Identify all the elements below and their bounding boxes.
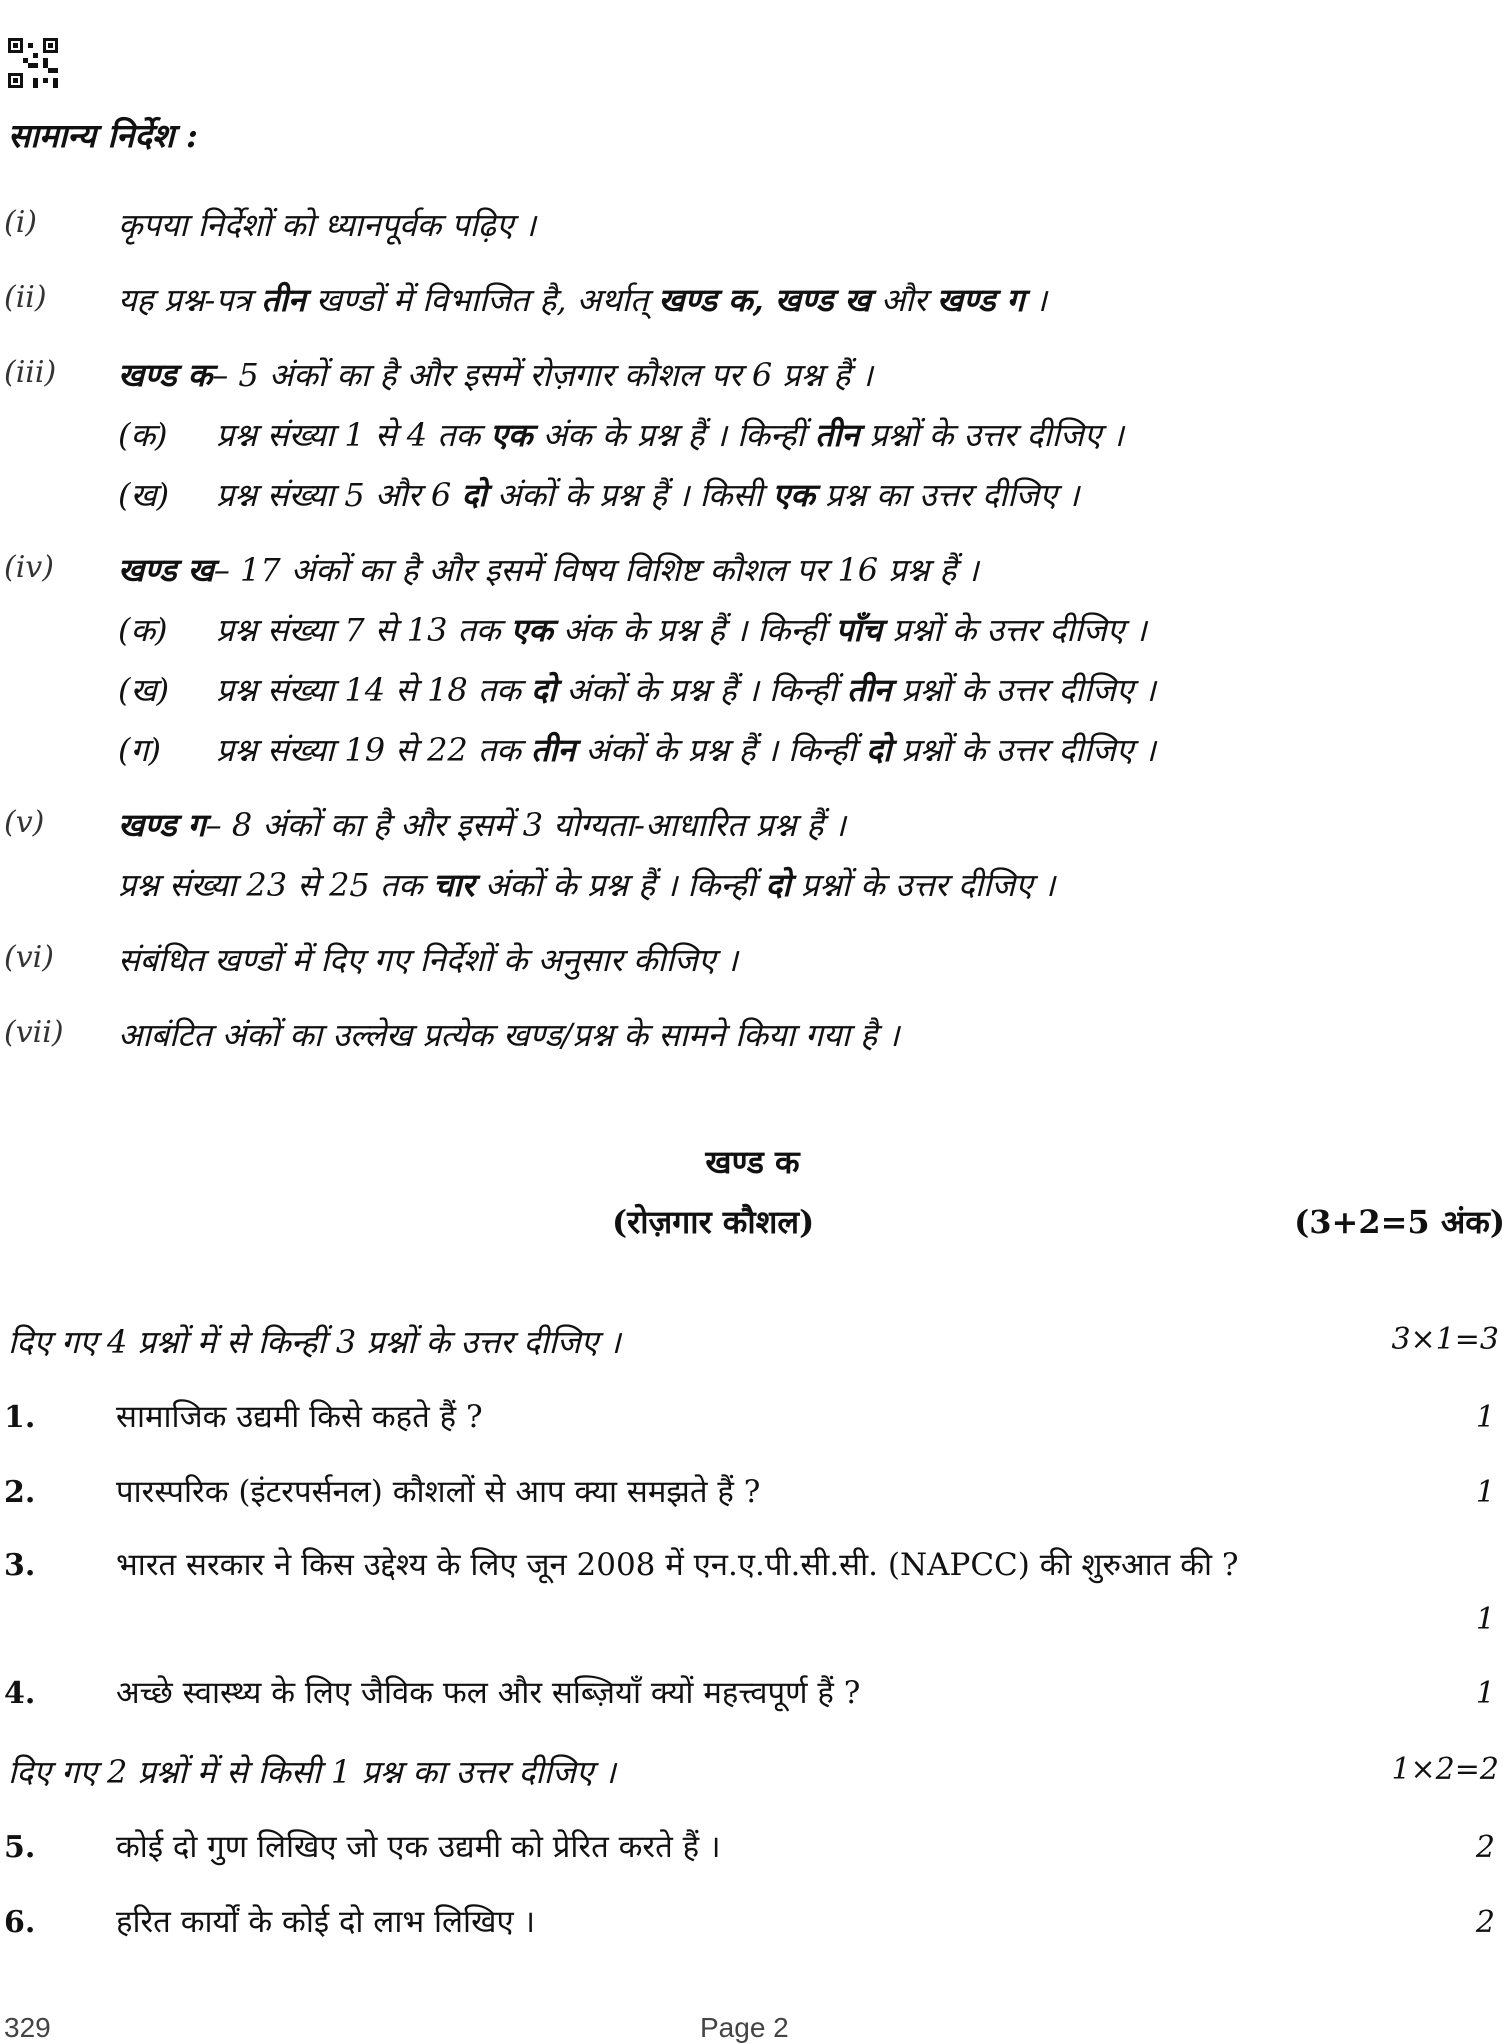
general-instructions-title: सामान्य निर्देश : [8,116,198,155]
text-part-bold: पाँच [835,611,883,649]
text-part: । [1024,281,1047,319]
instruction-text [118,548,979,591]
section-lead: खण्ड ग [118,806,206,844]
section-subtitle: (रोज़गार कौशल) [612,1203,815,1241]
instruction-text: संबंधित खण्डों में दिए गए निर्देशों के अनुसार कीजिए । [118,941,738,979]
question-number: 5. [4,1830,36,1865]
text-part: अंक के प्रश्न हैं । किन्हीं [552,611,836,649]
text-part: प्रश्न संख्या 19 से 22 तक [216,731,531,769]
sub-instruction [118,413,1124,456]
text-part: अंकों के प्रश्न हैं । किन्हीं [474,866,766,904]
instruction-number: (v) [4,805,45,840]
text-part: प्रश्नों के उत्तर दीजिए । [790,866,1056,904]
instruction-text-line2 [118,863,1055,906]
instruction-number: (iv) [4,550,54,585]
question-number: 6. [4,1905,36,1940]
section-lead: खण्ड क [118,356,213,394]
question-number: 4. [4,1676,36,1711]
text-part: प्रश्न संख्या 14 से 18 तक [216,671,531,709]
text-part-bold: खण्ड क, खण्ड ख [658,281,871,319]
instruction-text: कृपया निर्देशों को ध्यानपूर्वक पढ़िए । [118,206,536,244]
text-part: प्रश्न संख्या 1 से 4 तक [216,416,491,454]
group-instruction: दिए गए 4 प्रश्नों में से किन्हीं 3 प्रश्नों के उत्तर दीजिए । [8,1323,621,1361]
text-part-bold: तीन [814,416,860,454]
text-part: प्रश्नों के उत्तर दीजिए । [891,731,1156,769]
question-text: अच्छे स्वास्थ्य के लिए जैविक फल और सब्ज़ियाँ क्यों महत्त्वपूर्ण हैं ? [116,1675,861,1711]
text-part-bold: चार [432,866,475,904]
text-part: प्रश्नों के उत्तर दीजिए । [859,416,1124,454]
instruction-text [118,803,846,846]
question-marks: 1 [1475,1475,1495,1510]
question-number: 3. [4,1548,36,1583]
question-text: कोई दो गुण लिखिए जो एक उद्यमी को प्रेरित करते हैं । [116,1829,721,1865]
qr-code [8,38,58,88]
text-part: प्रश्न का उत्तर दीजिए । [814,476,1080,514]
instruction-number: (vii) [4,1015,64,1050]
text-part: और [870,281,937,319]
sub-label: (ग) [118,731,161,769]
text-part: अंक के प्रश्न हैं । किन्हीं [532,416,815,454]
paper-code: 329 [4,2012,51,2043]
question-number: 1. [4,1400,36,1435]
text-part: प्रश्नों के उत्तर दीजिए । [882,611,1147,649]
instruction-number: (vi) [4,940,54,975]
question-marks: 2 [1475,1905,1495,1940]
group-marks: 3×1=3 [1391,1322,1499,1357]
question-text: सामाजिक उद्यमी किसे कहते हैं ? [116,1399,483,1435]
text-part: अंकों के प्रश्न हैं । किसी [486,476,773,514]
question-marks: 1 [1475,1676,1495,1711]
group-instruction: दिए गए 2 प्रश्नों में से किसी 1 प्रश्न का उत्तर दीजिए । [8,1753,616,1791]
section-title: खण्ड क [705,1143,800,1181]
group-marks: 1×2=2 [1391,1752,1499,1787]
instruction-text [118,353,873,396]
question-marks: 2 [1475,1830,1495,1865]
text-part: अंकों के प्रश्न हैं । किन्हीं [575,731,867,769]
text-part: प्रश्न संख्या 5 और 6 [216,476,462,514]
text-part-bold: दो [866,731,892,769]
text-part-bold: खण्ड ग [936,281,1025,319]
text-part-bold: दो [530,671,557,709]
instruction-number: (iii) [4,355,57,390]
sub-label: (ख) [118,476,170,514]
section-marks: (3+2=5 अंक) [1294,1203,1505,1241]
sub-instruction [118,608,1147,651]
text-part-bold: तीन [847,671,892,709]
text-part: – 5 अंकों का है और इसमें रोज़गार कौशल पर 6 प्रश्न हैं । [212,356,873,394]
text-part-bold: दो [765,866,791,904]
text-part-bold: तीन [530,731,576,769]
text-part-bold: एक [510,611,553,649]
sub-label: (क) [118,416,168,454]
question-marks: 1 [1475,1400,1495,1435]
question-text: भारत सरकार ने किस उद्देश्य के लिए जून 2008 में एन.ए.पी.सी.सी. (NAPCC) की शुरुआत की ? [116,1547,1239,1583]
sub-instruction [118,728,1156,771]
text-part: खण्डों में विभाजित है, अर्थात् [305,281,659,319]
text-part: – 8 अंकों का है और इसमें 3 योग्यता-आधारित प्रश्न हैं । [205,806,846,844]
text-part-bold: दो [461,476,487,514]
text-part: यह प्रश्न-पत्र [118,281,262,319]
text-part-bold: एक [490,416,533,454]
question-number: 2. [4,1475,36,1510]
sub-instruction [118,668,1156,711]
sub-instruction [118,473,1079,516]
page-number: Page 2 [700,2012,789,2043]
question-text: हरित कार्यों के कोई दो लाभ लिखिए । [116,1904,536,1940]
text-part: प्रश्न संख्या 23 से 25 तक [118,866,433,904]
text-part: प्रश्न संख्या 7 से 13 तक [216,611,511,649]
text-part: – 17 अंकों का है और इसमें विषय विशिष्ट कौशल पर 16 प्रश्न हैं । [213,551,979,589]
text-part: अंकों के प्रश्न हैं । किन्हीं [556,671,847,709]
question-text: पारस्परिक (इंटरपर्सनल) कौशलों से आप क्या समझते हैं ? [116,1474,761,1510]
text-part-bold: एक [772,476,815,514]
instruction-text [118,278,1047,321]
sub-label: (ख) [118,671,170,709]
section-lead: खण्ड ख [118,551,214,589]
instruction-number: (i) [4,205,38,240]
instruction-text: आबंटित अंकों का उल्लेख प्रत्येक खण्ड/प्रश्न के सामने किया गया है । [118,1016,900,1054]
sub-label: (क) [118,611,168,649]
text-part: प्रश्नों के उत्तर दीजिए । [891,671,1156,709]
question-marks: 1 [1475,1602,1495,1637]
instruction-number: (ii) [4,280,47,315]
text-part-bold: तीन [261,281,306,319]
